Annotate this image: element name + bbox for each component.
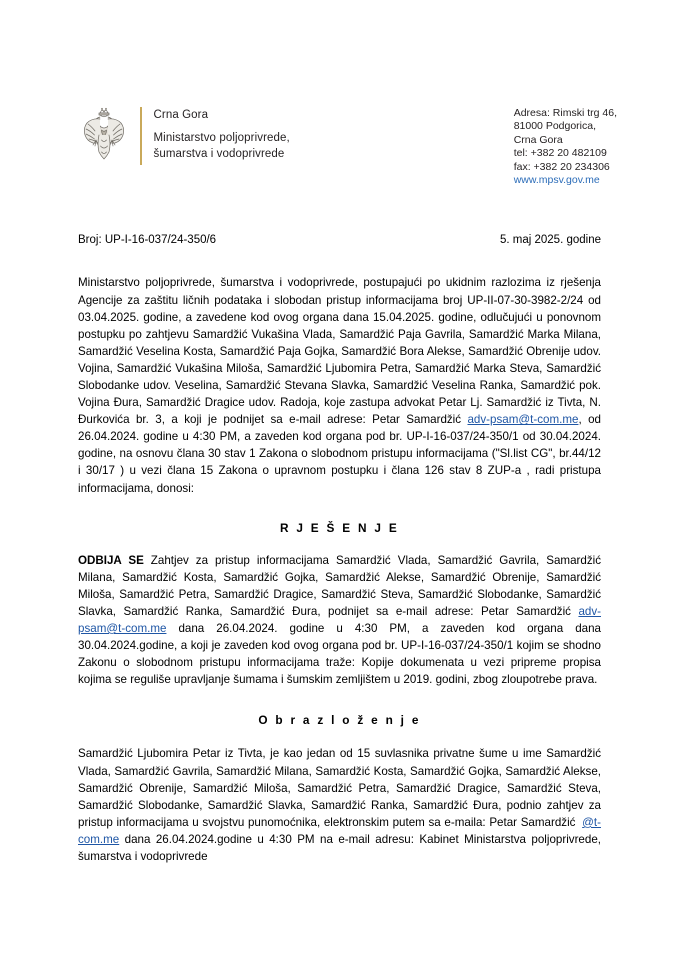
decision-paragraph xyxy=(78,552,601,689)
montenegro-coat-of-arms-icon xyxy=(78,105,130,167)
ministry-name xyxy=(154,130,290,162)
address-line-2: 81000 Podgorica, xyxy=(513,120,597,133)
explanation-text-part2: dana 26.04.2024.godine u 4:30 PM na e-mail adresu: Kabinet Ministarstva poljoprivrede, šumarstva i vodoprivrede xyxy=(78,832,601,863)
website-link[interactable]: www.mpsv.gov.me xyxy=(513,174,600,187)
address-line-1: Adresa: Rimski trg 46, xyxy=(513,107,617,119)
country-name: Crna Gora xyxy=(153,109,209,121)
intro-paragraph xyxy=(78,274,601,496)
address-line-3: Crna Gora xyxy=(513,133,563,146)
decision-text-part1: Zahtjev za pristup informacijama Samardžić Vlada, Samardžić Gavrila, Samardžić Milana, Samardžić Kosta, Samardžić Gojka, Samardžić Alekse, Samardžić Obrenije, Samardžić Miloša, Samardžić Petra, Samardžić Dragice, Samardžić Steva, Samardžić Slobodanke, Samardžić Slavka, Samardžić Ranka, Samardžić Đura, podnijet sa e-mail adrese: Petar Samardžić xyxy=(78,553,602,618)
letterhead xyxy=(0,0,679,187)
explanation-paragraph xyxy=(78,745,601,865)
document-body xyxy=(0,274,679,865)
telephone: tel: +382 20 482109 xyxy=(513,147,607,160)
intro-email-link[interactable]: adv-psam@t-com.me xyxy=(467,413,579,427)
decision-heading: R J E Š E N J E xyxy=(279,520,400,535)
letterhead-titles xyxy=(154,105,290,162)
decision-text-part2: dana 26.04.2024. godine u 4:30 PM, a zaveden kod organa dana 30.04.2024.godine, a koji je zaveden kod ovog organa pod br. UP-I-16-037/24-350/1 kojim se shodno Zakonu o slobodnom pristupu informacijama traže: Kopije dokumenata u vezi pripreme propisa kojima se reguliše upravljanje šumama i šumskim zemljištem u 2019. godini, zbog zloupotrebe prava. xyxy=(78,622,601,687)
fax: fax: +382 20 234306 xyxy=(513,160,610,173)
explanation-email-link[interactable]: @t-com.me xyxy=(78,815,601,846)
intro-text-part1: Ministarstvo poljoprivrede, šumarstva i vodoprivrede, postupajući po ukidnim razlozima iz rješenja Agencije za zaštitu ličnih podataka i slobodan pristup informacijama broj UP-II-07-30-3982-2/24 od 03.04.2025. godine, a zavedene kod ovog organa dana 15.04.2025. godine, odlučujući u ponovnom postupku po zahtjevu Samardžić Vukašina Vlada, Samardžić Paja Gavrila, Samardžić Marka Milana, Samardžić Veselina Kosta, Samardžić Paja Gojka, Samardžić Bora Alekse, Samardžić Obrenije udov. Vojina, Samardžić Vukašina Miloša, Samardžić Ljubomira Petra, Samardžić Marka Steva, Samardžić Slobodanke udov. Veselina, Samardžić Stevana Slavka, Samardžić Veselina Ranka, Samardžić pok. Vojina Đura, Samardžić Dragice udov. Radoja, koje zastupa advokat Petar Lj. Samardžić iz Tivta, N. Đurkovića br. 3, a koji je podnijet sa e-mail adrese: Petar Samardžić xyxy=(78,276,601,427)
explanation-text-part1: Samardžić Ljubomira Petar iz Tivta, je kao jedan od 15 suvlasnika privatne šume u ime Samardžić Vlada, Samardžić Gavrila, Samardžić Milana, Samardžić Kosta, Samardžić Gojka, Samardžić Alekse, Samardžić Obrenije, Samardžić Miloša, Samardžić Petra, Samardžić Dragice, Samardžić Steva, Samardžić Slobodanke, Samardžić Slavka, Samardžić Ranka, Samardžić Đura, podnio zahtjev za pristup informacijama u svojstvu punomoćnika, elektronskim putem sa e-maila: Petar Samardžić xyxy=(78,747,601,829)
document-number: Broj: UP-I-16-037/24-350/6 xyxy=(78,234,217,247)
contact-block xyxy=(514,105,617,187)
ministry-name-line1: Ministarstvo poljoprivrede, xyxy=(153,132,290,144)
intro-text-part2: , od 26.04.2024. godine u 4:30 PM, a zaveden kod organa pod br. UP-I-16-037/24-350/1 od 30.04.2024. godine, na osnovu člana 30 stav 1 Zakona o slobodnom pristupu informacijama ("Sl.list CG", br.44/12 i 30/17 ) u vezi člana 15 Zakona o upravnom postupku i člana 126 stav 8 ZUP-a , radi pristupa informacijama, donosi: xyxy=(78,413,601,495)
letterhead-left xyxy=(78,105,290,167)
reference-line xyxy=(0,232,679,248)
explanation-heading: O b r a z l o ž e n j e xyxy=(258,713,421,728)
document-date: 5. maj 2025. godine xyxy=(499,234,601,247)
letterhead-divider xyxy=(140,107,142,165)
decision-lead-label: ODBIJA SE xyxy=(78,553,144,567)
decision-email-link[interactable]: adv-psam@t-com.me xyxy=(78,604,601,636)
ministry-name-line2: šumarstva i vodoprivrede xyxy=(153,148,285,160)
